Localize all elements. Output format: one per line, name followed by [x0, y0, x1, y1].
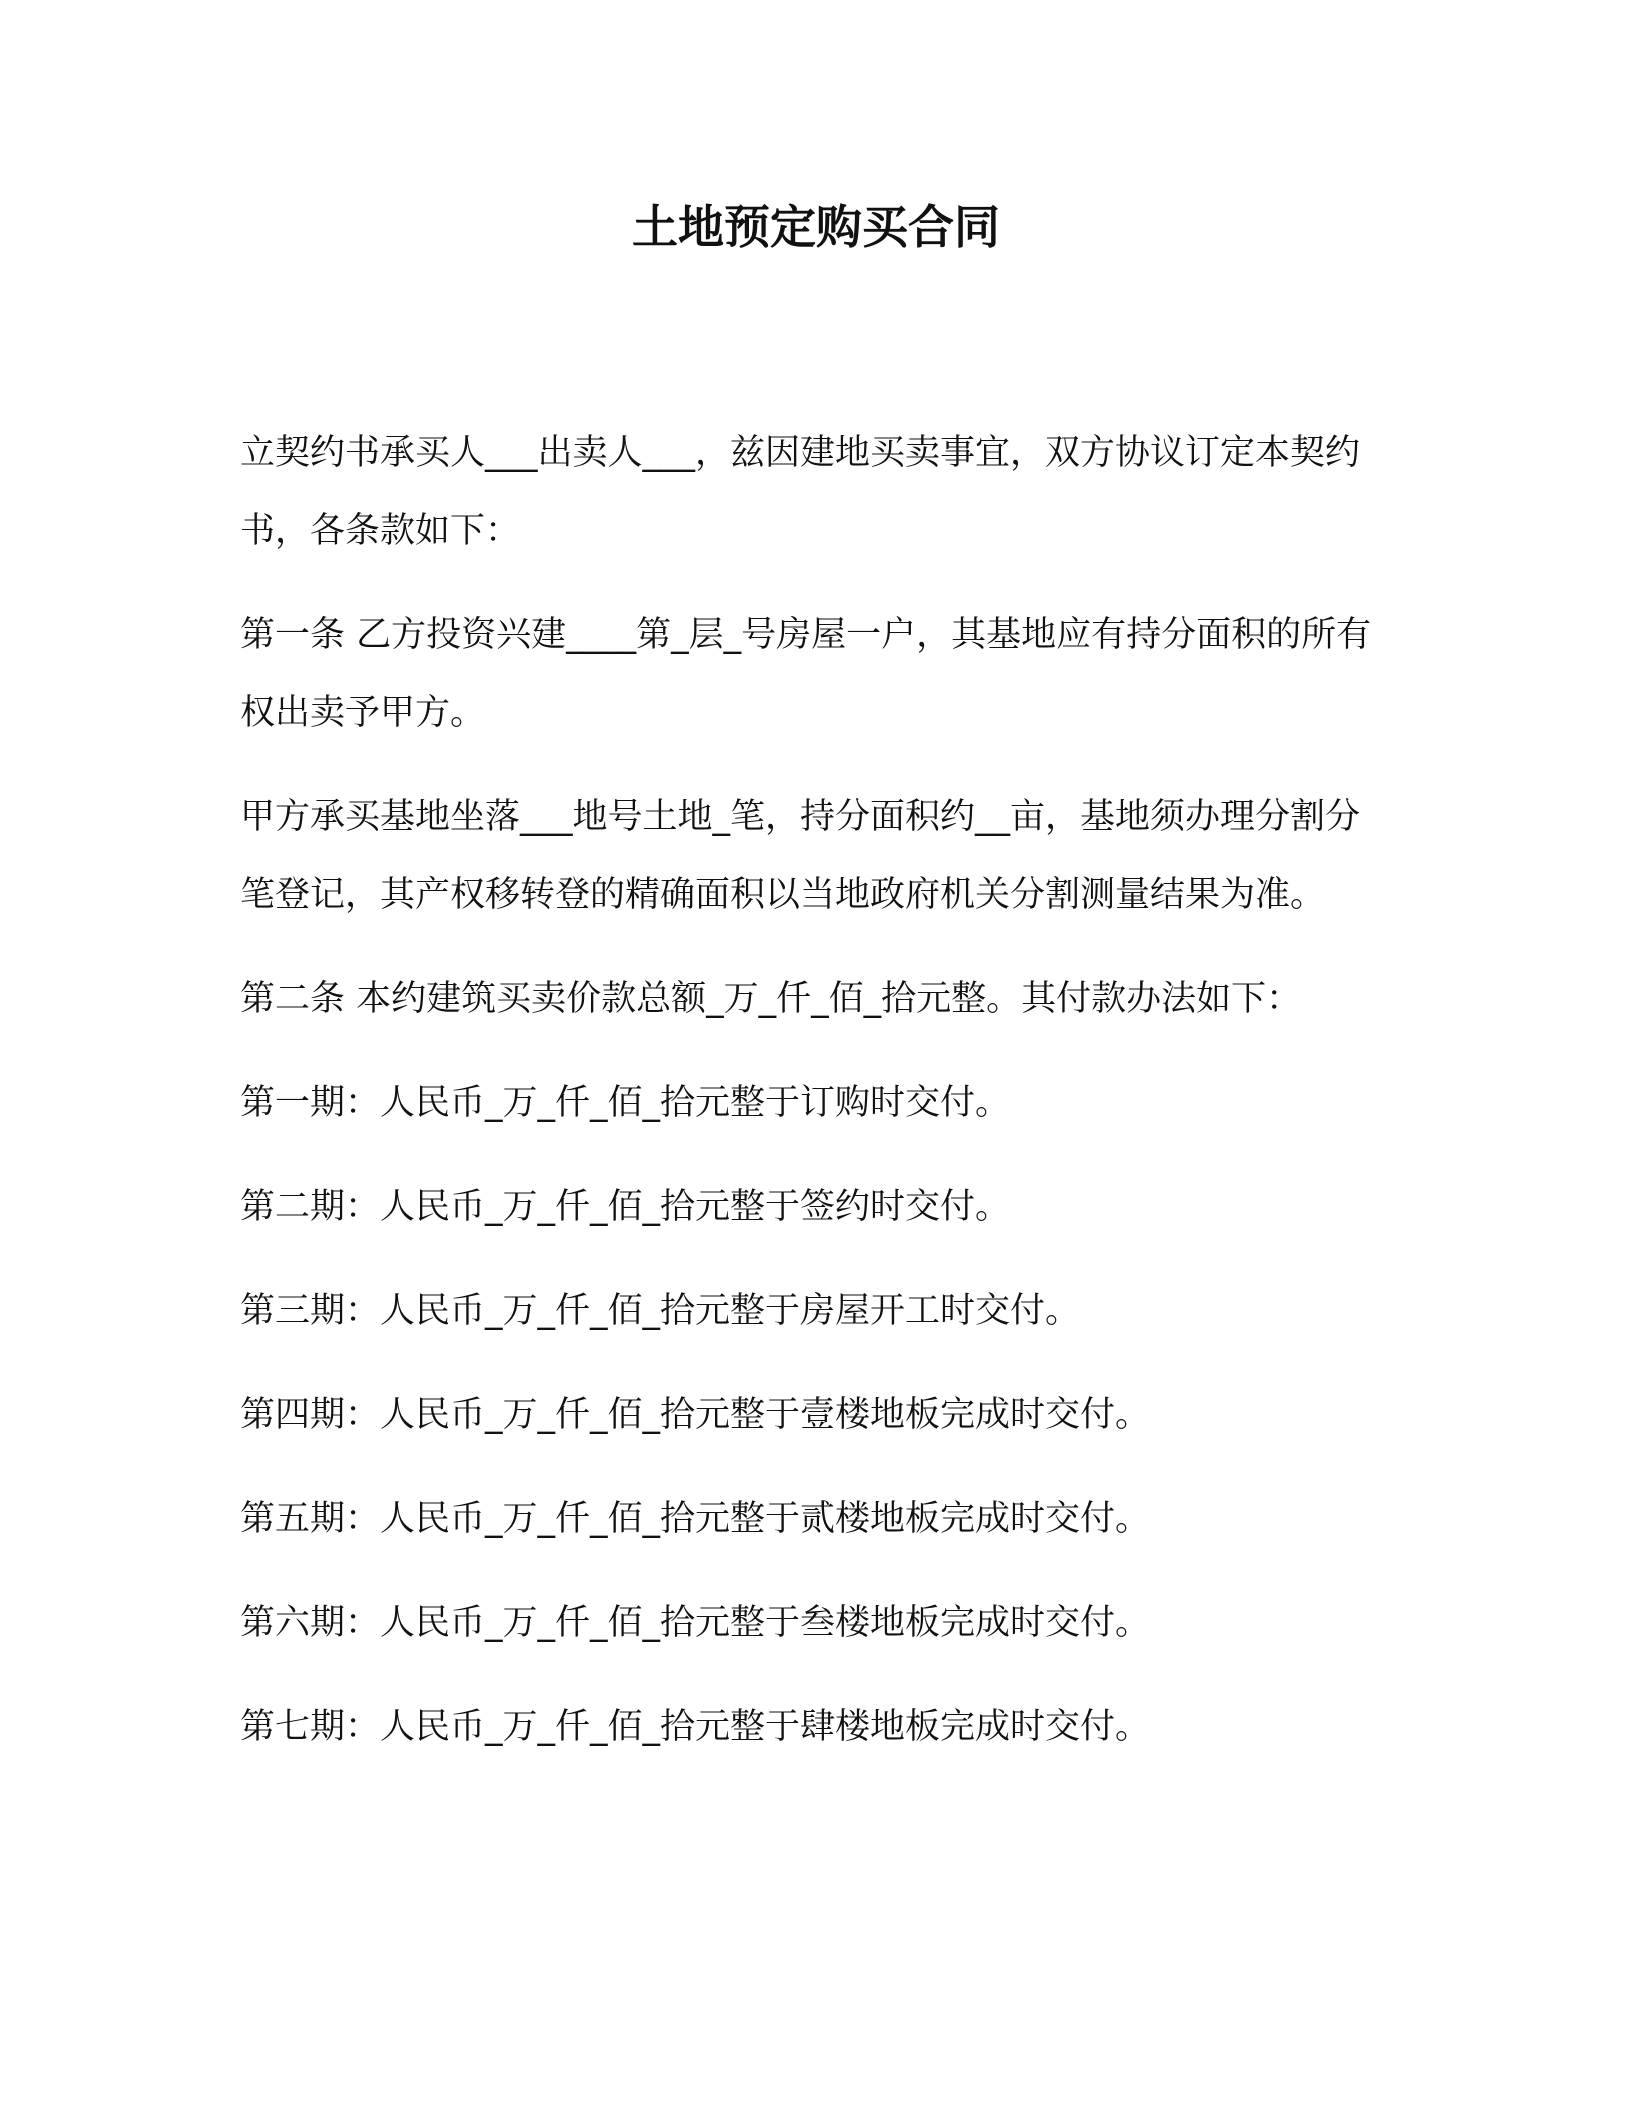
paragraph-installment-4: 第四期：人民币_万_仟_佰_拾元整于壹楼地板完成时交付。 — [240, 1395, 1151, 1435]
paragraph-installment-5: 第五期：人民币_万_仟_佰_拾元整于贰楼地板完成时交付。 — [240, 1499, 1151, 1539]
paragraph-installment-7: 第七期：人民币_万_仟_佰_拾元整于肆楼地板完成时交付。 — [240, 1707, 1151, 1747]
paragraph-preamble: 立契约书承买人___出卖人___，兹因建地买卖事宜，双方协议订定本契约书，各条款如下： — [240, 433, 1361, 551]
paragraph-land-details: 甲方承买基地坐落___地号土地_笔，持分面积约__亩，基地须办理分割分笔登记，其产权移转登的精确面积以当地政府机关分割测量结果为准。 — [240, 797, 1361, 915]
paragraph-article-2: 第二条 本约建筑买卖价款总额_万_仟_佰_拾元整。其付款办法如下： — [240, 979, 1302, 1019]
paragraph-installment-3: 第三期：人民币_万_仟_佰_拾元整于房屋开工时交付。 — [240, 1291, 1081, 1331]
document-body — [240, 414, 1390, 1792]
paragraph-installment-2: 第二期：人民币_万_仟_佰_拾元整于签约时交付。 — [240, 1187, 1011, 1227]
document-title: 土地预定购买合同 — [632, 200, 1000, 254]
paragraph-installment-6: 第六期：人民币_万_仟_佰_拾元整于叁楼地板完成时交付。 — [240, 1603, 1151, 1643]
paragraph-installment-1: 第一期：人民币_万_仟_佰_拾元整于订购时交付。 — [240, 1083, 1011, 1123]
paragraph-article-1: 第一条 乙方投资兴建____第_层_号房屋一户，其基地应有持分面积的所有权出卖予甲方。 — [240, 615, 1372, 733]
